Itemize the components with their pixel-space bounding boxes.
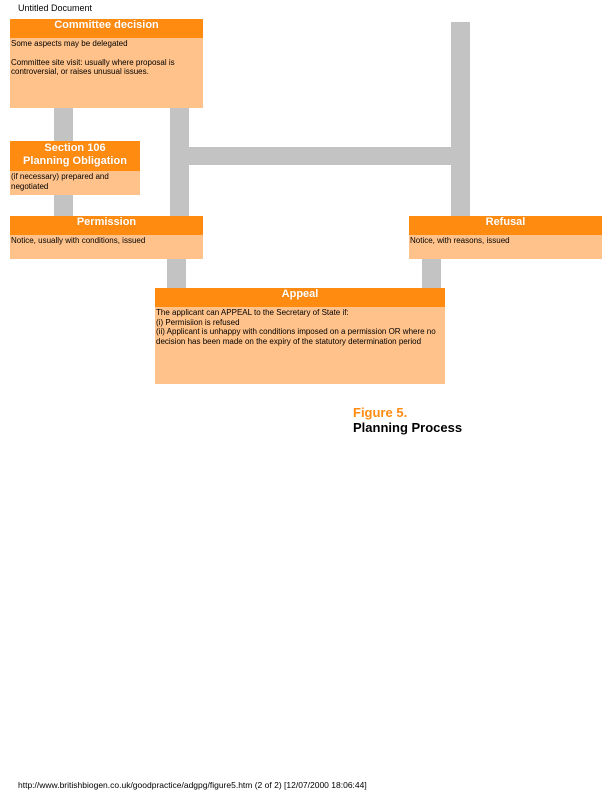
- committee-delegation-text: Some aspects may be delegated: [11, 39, 128, 48]
- appeal-condition-2: (ii) Applicant is unhappy with conditions imposed on a permission OR where no decision has been made on the expiry of the statutory determination period: [156, 327, 436, 346]
- section-106-title: [10, 141, 140, 171]
- appeal-intro-text: The applicant can APPEAL to the Secretary of State if:: [156, 308, 349, 317]
- figure-name: Planning Process: [353, 420, 463, 435]
- committee-site-visit-text: Committee site visit: usually where proposal is controversial, or raises unusual issues.: [11, 57, 175, 76]
- appeal-box: [155, 288, 445, 384]
- permission-body: Notice, usually with conditions, issued: [11, 236, 146, 245]
- section-106-title-line2: Planning Obligation: [23, 155, 127, 167]
- connector-top-to-refusal: [451, 22, 470, 216]
- permission-box: [10, 216, 203, 259]
- connector-refusal-to-appeal: [422, 259, 441, 288]
- section-106-title-line1: Section 106: [44, 142, 106, 154]
- section-106-box: [10, 141, 140, 195]
- page-footer-url: http://www.britishbiogen.co.uk/goodpractice/adgpg/figure5.htm (2 of 2) [12/07/2000 18:06:44]: [18, 780, 367, 790]
- appeal-condition-1: (i) Permisiion is refused: [156, 317, 240, 327]
- refusal-box: [409, 216, 602, 259]
- connector-committee-to-permission: [170, 108, 189, 216]
- permission-title: Permission: [10, 216, 203, 235]
- connector-section106-to-permission: [54, 195, 73, 216]
- figure-caption: [353, 405, 462, 435]
- section-106-body: (if necessary) prepared and negotiated: [11, 172, 109, 191]
- figure-number: Figure 5.: [353, 405, 408, 420]
- page-title: Untitled Document: [18, 3, 93, 13]
- refusal-body: Notice, with reasons, issued: [410, 236, 510, 245]
- committee-decision-title: Committee decision: [10, 19, 203, 38]
- connector-horizontal-link: [189, 147, 451, 165]
- refusal-title: Refusal: [409, 216, 602, 235]
- connector-committee-to-section106: [54, 108, 73, 141]
- connector-permission-to-appeal: [167, 259, 186, 288]
- appeal-body: [155, 307, 445, 347]
- committee-decision-body: [10, 38, 203, 78]
- appeal-title: Appeal: [155, 288, 445, 307]
- committee-decision-box: [10, 19, 203, 108]
